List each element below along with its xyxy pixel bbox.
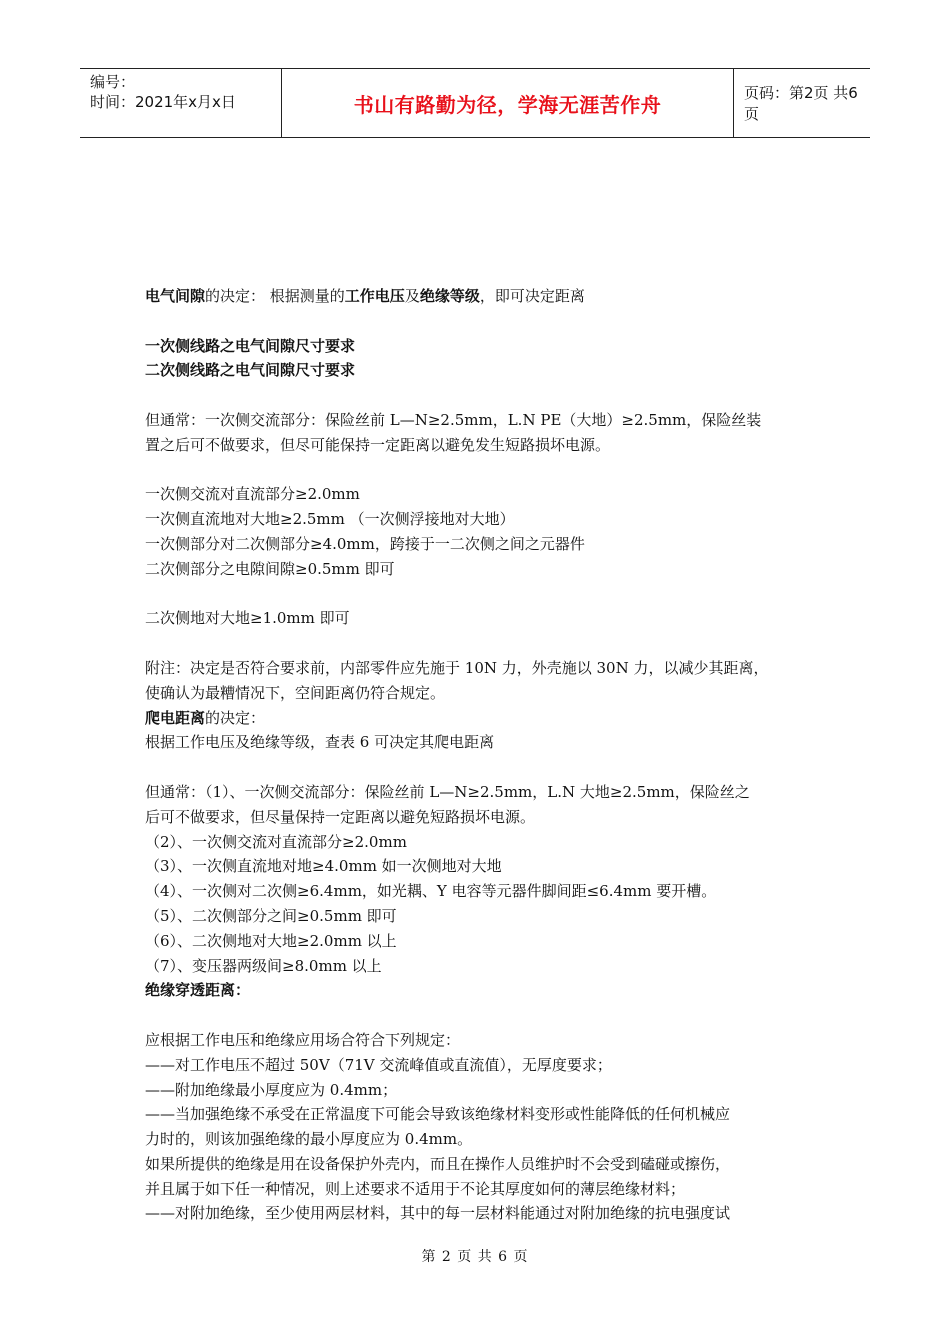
requirement-line: 一次侧部分对二次侧部分≥4.0mm，跨接于一二次侧之间之元器件 bbox=[145, 534, 585, 553]
number-label: 编号： bbox=[90, 73, 136, 91]
heading-secondary: 二次侧线路之电气间隙尺寸要求 bbox=[145, 361, 356, 380]
paragraph-line: 但通常：（1）、一次侧交流部分：保险丝前 L—N≥2.5mm，L.N 大地≥2.5mm，保险丝之 bbox=[145, 782, 750, 801]
paragraph-line: ——附加绝缘最小厚度应为 0.4mm； bbox=[145, 1080, 398, 1099]
requirement-line: 二次侧部分之电隙间隙≥0.5mm 即可 bbox=[145, 559, 395, 578]
heading-primary: 一次侧线路之电气间隙尺寸要求 bbox=[145, 336, 356, 355]
header-motto: 书山有路勤为径，学海无涯苦作舟 bbox=[282, 69, 734, 137]
requirement-line: 一次侧直流地对大地≥2.5mm （一次侧浮接地对大地） bbox=[145, 510, 515, 529]
paragraph-line: 力时的，则该加强绝缘的最小厚度应为 0.4mm。 bbox=[145, 1130, 473, 1149]
list-item: （5）、二次侧部分之间≥0.5mm 即可 bbox=[145, 906, 397, 925]
paragraph-line: ——对附加绝缘，至少使用两层材料，其中的每一层材料能通过对附加绝缘的抗电强度试 bbox=[145, 1204, 731, 1223]
paragraph-line: 应根据工作电压和绝缘应用场合符合下列规定： bbox=[145, 1030, 461, 1049]
list-item: （2）、一次侧交流对直流部分≥2.0mm bbox=[145, 832, 407, 851]
list-item: （3）、一次侧直流地对地≥4.0mm 如一次侧地对大地 bbox=[145, 857, 502, 876]
note-line: 使确认为最糟情况下，空间距离仍符合规定。 bbox=[145, 683, 446, 702]
time-label: 时间：2021年x月x日 bbox=[90, 93, 236, 111]
footer-page-number: 第 2 页 共 6 页 bbox=[421, 1249, 529, 1265]
list-item: （6）、二次侧地对大地≥2.0mm 以上 bbox=[145, 931, 397, 950]
paragraph-line: 但通常：一次侧交流部分：保险丝前 L—N≥2.5mm，L.N PE（大地）≥2.5mm，保险丝装 bbox=[145, 410, 762, 429]
page-footer bbox=[0, 1246, 950, 1266]
paragraph-line: ——当加强绝缘不承受在正常温度下可能会导致该绝缘材料变形或性能降低的任何机械应 bbox=[145, 1105, 731, 1124]
requirement-line: 一次侧交流对直流部分≥2.0mm bbox=[145, 485, 360, 504]
header-meta bbox=[80, 69, 282, 137]
paragraph-line: 如果所提供的绝缘是用在设备保护外壳内，而且在操作人员维护时不会受到磕碰或擦伤， bbox=[145, 1154, 731, 1173]
header-page-label: 页码：第2页 共6页 bbox=[744, 84, 858, 123]
clearance-intro: 电气间隙的决定： 根据测量的工作电压及绝缘等级，即可决定距离 bbox=[145, 287, 585, 305]
note-line: 附注：决定是否符合要求前，内部零件应先施于 10N 力，外壳施以 30N 力，以减少其距离， bbox=[145, 658, 769, 677]
paragraph-line: ——对工作电压不超过 50V（71V 交流峰值或直流值），无厚度要求； bbox=[145, 1055, 612, 1074]
requirement-line: 二次侧地对大地≥1.0mm 即可 bbox=[145, 609, 350, 628]
paragraph-line: 置之后可不做要求，但尽可能保持一定距离以避免发生短路损坏电源。 bbox=[145, 435, 611, 454]
paragraph-line: 并且属于如下任一种情况，则上述要求不适用于不论其厚度如何的薄层绝缘材料； bbox=[145, 1179, 686, 1198]
paragraph-line: 根据工作电压及绝缘等级，查表 6 可决定其爬电距离 bbox=[145, 733, 495, 752]
paragraph-line: 后可不做要求，但尽量保持一定距离以避免短路损坏电源。 bbox=[145, 807, 536, 826]
document-body bbox=[145, 284, 815, 1226]
heading-insulation: 绝缘穿透距离： bbox=[145, 981, 251, 1000]
list-item: （7）、变压器两级间≥8.0mm 以上 bbox=[145, 956, 382, 975]
list-item: （4）、一次侧对二次侧≥6.4mm，如光耦、Y 电容等元器件脚间距≤6.4mm 要开槽。 bbox=[145, 882, 717, 901]
creepage-heading: 爬电距离的决定： bbox=[145, 708, 266, 727]
page-header bbox=[80, 68, 870, 138]
